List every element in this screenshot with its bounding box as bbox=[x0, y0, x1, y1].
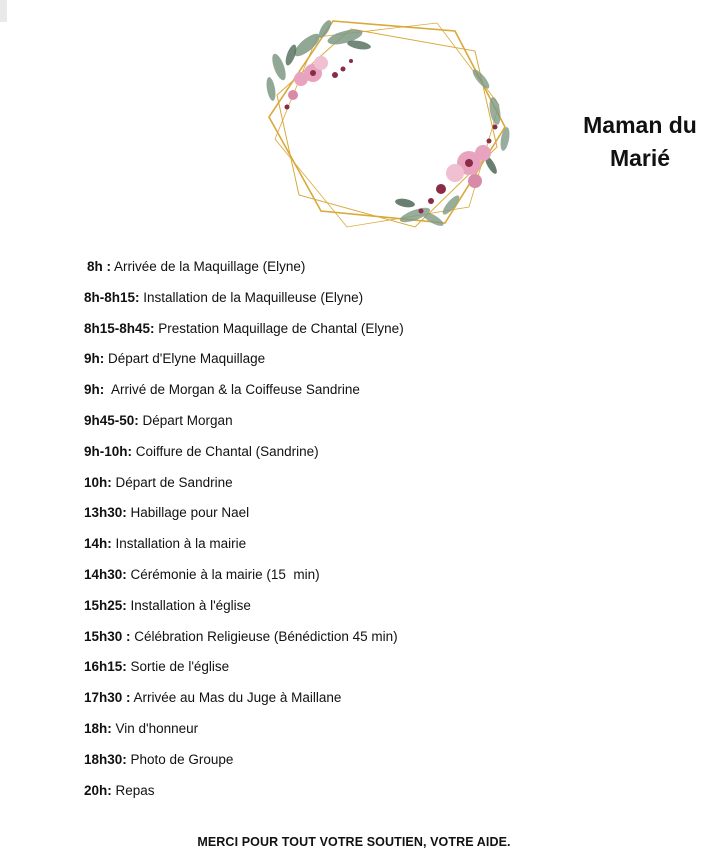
schedule-text: Repas bbox=[111, 782, 155, 798]
page-corner-mark bbox=[0, 0, 7, 22]
schedule-text: Départ Morgan bbox=[138, 412, 233, 428]
schedule-time: 20h: bbox=[84, 782, 112, 798]
schedule-time: 14h: bbox=[84, 536, 112, 552]
title-line-2: Marié bbox=[609, 145, 671, 171]
schedule-time: 9h: bbox=[84, 351, 105, 367]
schedule-text: Arrivée au Mas du Juge à Maillane bbox=[130, 690, 342, 706]
schedule-time: 9h-10h: bbox=[84, 443, 133, 459]
thank-you-message: MERCI POUR TOUT VOTRE SOUTIEN, VOTRE AIDE. bbox=[197, 835, 511, 849]
schedule-time: 18h: bbox=[84, 720, 112, 736]
schedule-time: 15h30 : bbox=[84, 628, 131, 644]
schedule-text: Habillage pour Nael bbox=[126, 505, 250, 521]
schedule-text: Départ de Sandrine bbox=[111, 474, 233, 490]
schedule-item bbox=[84, 531, 644, 562]
schedule-item bbox=[84, 254, 644, 285]
schedule-text: Photo de Groupe bbox=[126, 751, 234, 767]
schedule-item bbox=[84, 500, 644, 531]
schedule-time: 8h : bbox=[87, 259, 112, 274]
schedule-time: 8h-8h15: bbox=[84, 289, 140, 305]
schedule-time: 14h30: bbox=[84, 566, 127, 582]
schedule-text: Installation à l'église bbox=[126, 597, 251, 613]
schedule-item bbox=[84, 346, 644, 377]
schedule-item bbox=[84, 285, 644, 316]
schedule-text: Arrivée de la Maquillage (Elyne) bbox=[111, 259, 306, 274]
schedule-text: Prestation Maquillage de Chantal (Elyne) bbox=[154, 320, 404, 336]
schedule-text: Cérémonie à la mairie (15 min) bbox=[126, 566, 320, 582]
schedule-item bbox=[84, 593, 644, 624]
schedule-text: Installation de la Maquilleuse (Elyne) bbox=[139, 289, 364, 305]
schedule-item bbox=[84, 778, 644, 809]
schedule-item bbox=[84, 747, 644, 778]
schedule-time: 15h25: bbox=[84, 597, 127, 613]
schedule-item bbox=[84, 316, 644, 347]
schedule-time: 9h: bbox=[84, 382, 105, 398]
schedule-time: 8h15-8h45: bbox=[84, 320, 155, 336]
schedule-item bbox=[84, 470, 644, 501]
schedule-text: Installation à la mairie bbox=[111, 536, 247, 552]
schedule-time: 18h30: bbox=[84, 751, 127, 767]
schedule-time: 16h15: bbox=[84, 659, 127, 675]
schedule-text: Coiffure de Chantal (Sandrine) bbox=[132, 443, 319, 459]
schedule-time: 17h30 : bbox=[84, 690, 131, 706]
schedule-text: Arrivé de Morgan & la Coiffeuse Sandrine bbox=[104, 382, 360, 398]
schedule-text: Vin d'honneur bbox=[111, 720, 199, 736]
schedule-time: 10h: bbox=[84, 474, 112, 490]
schedule-item bbox=[84, 685, 644, 716]
page-title bbox=[555, 109, 720, 175]
schedule-time: 9h45-50: bbox=[84, 412, 139, 428]
schedule-item bbox=[84, 439, 644, 470]
schedule-item bbox=[84, 562, 644, 593]
floral-header bbox=[255, 15, 697, 235]
schedule-item bbox=[84, 654, 644, 685]
schedule-list bbox=[84, 254, 644, 808]
schedule-text: Sortie de l'église bbox=[126, 659, 230, 675]
title-line-1: Maman du bbox=[583, 112, 697, 138]
schedule-time: 13h30: bbox=[84, 505, 127, 521]
schedule-item bbox=[84, 408, 644, 439]
schedule-item bbox=[84, 377, 644, 408]
schedule-item bbox=[84, 624, 644, 655]
schedule-text: Départ d'Elyne Maquillage bbox=[104, 351, 266, 367]
schedule-item bbox=[84, 716, 644, 747]
schedule-text: Célébration Religieuse (Bénédiction 45 min) bbox=[130, 628, 398, 644]
floral-wreath-icon bbox=[255, 15, 525, 235]
